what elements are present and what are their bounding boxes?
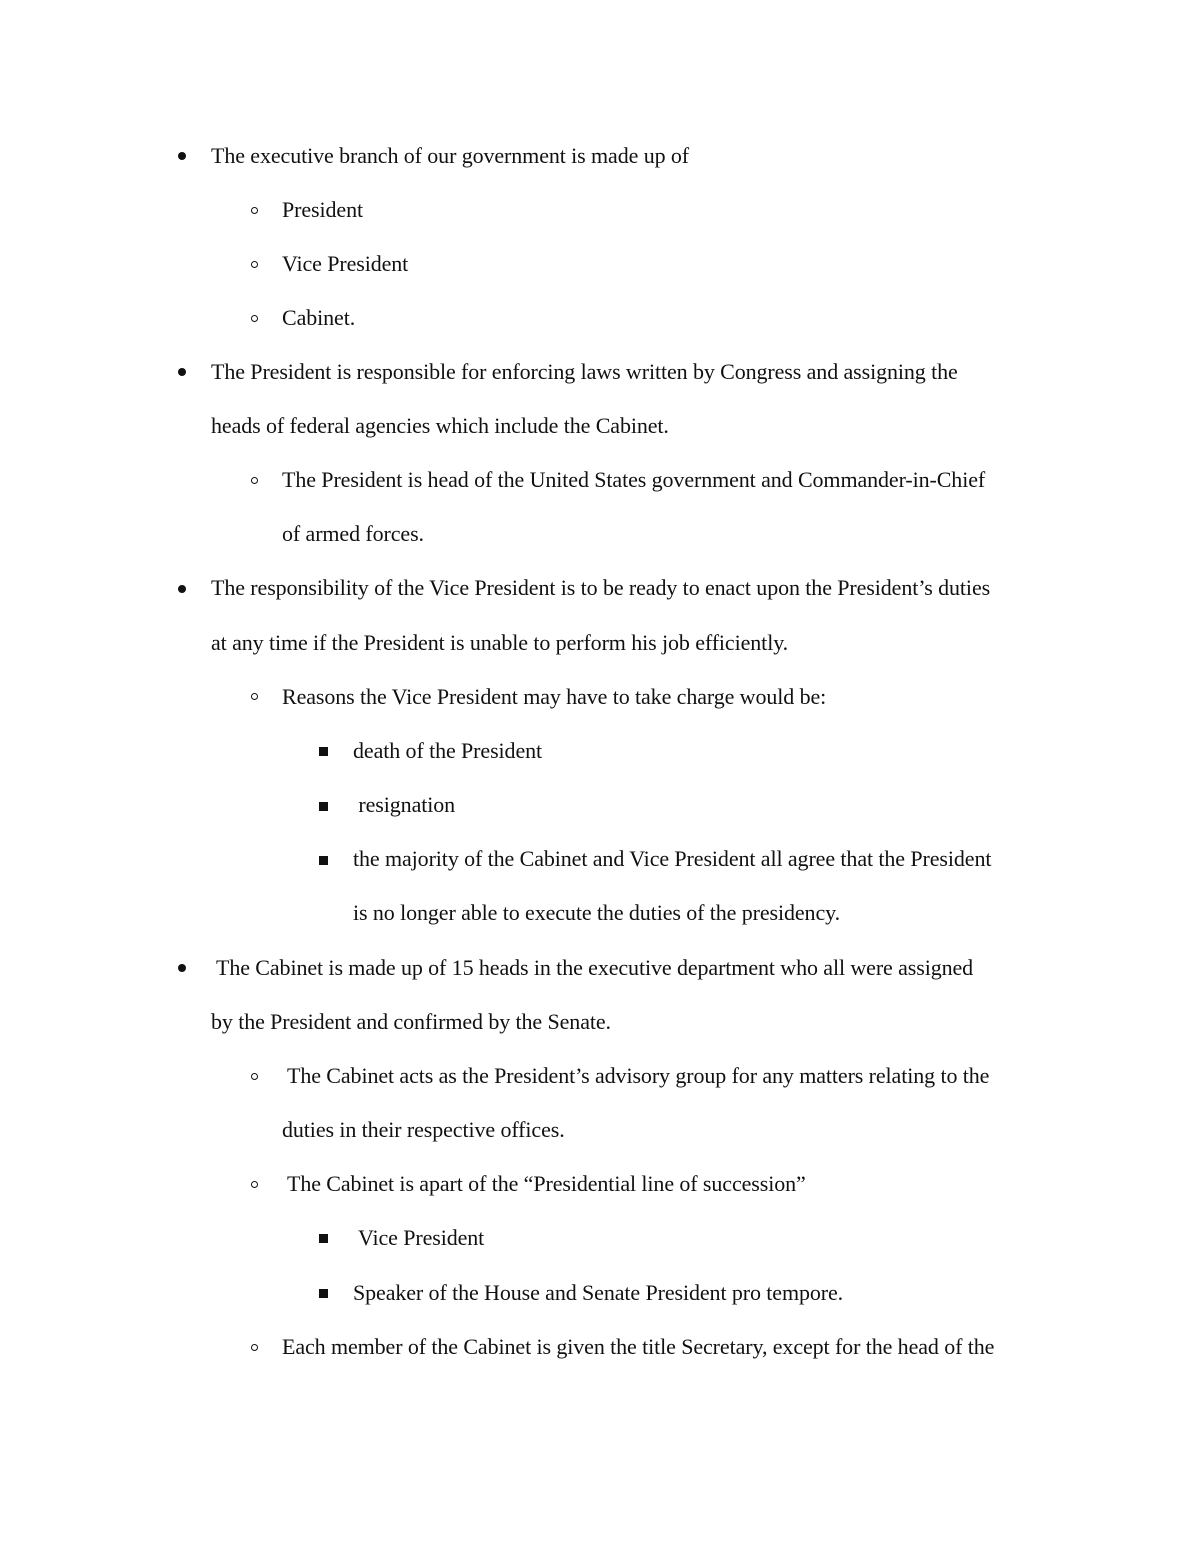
list-item-text: The responsibility of the Vice President is to be ready to enact upon the President’s duties — [211, 575, 991, 600]
list-item-text-continuation: duties in their respective offices. — [282, 1117, 565, 1142]
list-item-text: the majority of the Cabinet and Vice President all agree that the President — [353, 846, 992, 871]
level3-bullet-icon — [319, 856, 328, 865]
list-item-text: President — [282, 197, 363, 222]
level2-bullet-icon — [251, 477, 258, 484]
level2-bullet-icon — [251, 1073, 258, 1080]
level2-bullet-icon — [251, 1344, 258, 1351]
list-item-text: The President is head of the United States government and Commander-in-Chief — [282, 467, 986, 492]
list-item-text: The Cabinet is made up of 15 heads in the executive department who all were assigned — [211, 955, 974, 980]
level1-bullet-icon — [178, 964, 186, 972]
list-item-text: resignation — [353, 792, 456, 817]
level3-bullet-icon — [319, 1289, 328, 1298]
list-item-text: Speaker of the House and Senate President pro tempore. — [353, 1280, 844, 1305]
list-item-text-continuation: heads of federal agencies which include the Cabinet. — [211, 413, 669, 438]
level1-bullet-icon — [178, 368, 186, 376]
list-item-text: Each member of the Cabinet is given the title Secretary, except for the head of the — [282, 1334, 995, 1359]
level1-bullet-icon — [178, 152, 186, 160]
level3-bullet-icon — [319, 802, 328, 811]
list-item-text-continuation: by the President and confirmed by the Senate. — [211, 1009, 611, 1034]
list-item-text: The President is responsible for enforcing laws written by Congress and assigning the — [211, 359, 958, 384]
level1-bullet-icon — [178, 585, 186, 593]
list-item-text: Vice President — [282, 251, 409, 276]
level3-bullet-icon — [319, 1234, 328, 1243]
list-item-text: death of the President — [353, 738, 543, 763]
level2-bullet-icon — [251, 261, 258, 268]
list-item-text: Cabinet. — [282, 305, 356, 330]
list-item-text-continuation: at any time if the President is unable to perform his job efficiently. — [211, 630, 789, 655]
level2-bullet-icon — [251, 207, 258, 214]
list-item-text: The Cabinet acts as the President’s advisory group for any matters relating to the — [282, 1063, 990, 1088]
level2-bullet-icon — [251, 315, 258, 322]
list-item-text: Reasons the Vice President may have to take charge would be: — [282, 684, 827, 709]
list-item-text: The executive branch of our government is made up of — [211, 143, 690, 168]
level2-bullet-icon — [251, 693, 258, 700]
list-item-text: The Cabinet is apart of the “Presidential line of succession” — [282, 1171, 806, 1196]
list-item-text-continuation: is no longer able to execute the duties of the presidency. — [353, 900, 840, 925]
level2-bullet-icon — [251, 1181, 258, 1188]
list-item-text-continuation: of armed forces. — [282, 521, 424, 546]
list-item-text: Vice President — [353, 1225, 485, 1250]
level3-bullet-icon — [319, 747, 328, 756]
